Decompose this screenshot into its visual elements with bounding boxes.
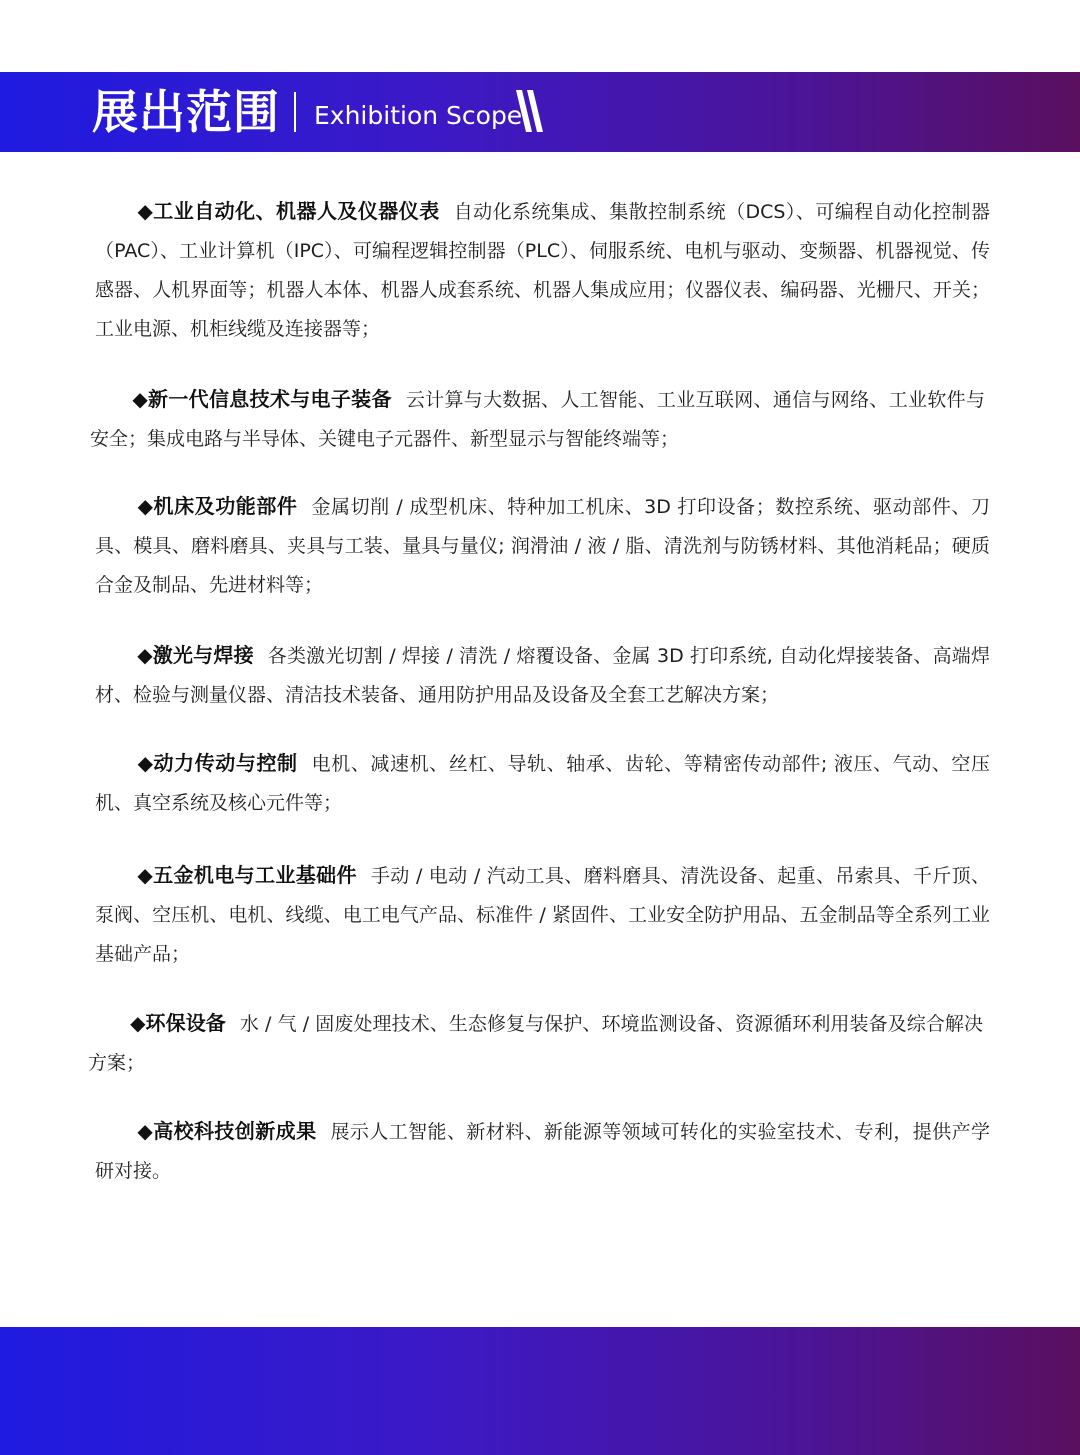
section-body: 云计算与大数据、人工智能、工业互联网、通信与网络、工业软件与安全；集成电路与半导体、关键电子元器件、新型显示与智能终端等； bbox=[90, 389, 985, 450]
section-body: 展示人工智能、新材料、新能源等领域可转化的实验室技术、专利，提供产学研对接。 bbox=[95, 1121, 990, 1182]
section-body: 各类激光切割 / 焊接 / 清洗 / 熔覆设备、金属 3D 打印系统, 自动化焊接装备、高端焊材、检验与测量仪器、清洁技术装备、通用防护用品及设备及全套工艺解决方案； bbox=[95, 645, 990, 706]
section-heading: ◆激光与焊接 bbox=[137, 643, 254, 667]
section-university-innovation bbox=[95, 1112, 990, 1191]
section-body: 手动 / 电动 / 汽动工具、磨料磨具、清洗设备、起重、吊索具、千斤顶、泵阀、空压机、电机、线缆、电工电气产品、标准件 / 紧固件、工业安全防护用品、五金制品等全系列工业基础产品； bbox=[95, 865, 990, 965]
footer-band bbox=[0, 1327, 1080, 1455]
section-heading: ◆高校科技创新成果 bbox=[137, 1119, 317, 1143]
section-laser-welding bbox=[95, 636, 990, 715]
section-power-transmission bbox=[95, 744, 990, 823]
section-body: 电机、减速机、丝杠、导轨、轴承、齿轮、等精密传动部件; 液压、气动、空压机、真空系统及核心元件等； bbox=[95, 753, 990, 814]
section-industrial-automation bbox=[95, 192, 990, 349]
section-body: 自动化系统集成、集散控制系统（DCS）、可编程自动化控制器（PAC）、工业计算机（IPC）、可编程逻辑控制器（PLC）、伺服系统、电机与驱动、变频器、机器视觉、传感器、人机界面等；机器人本体、机器人成套系统、机器人集成应用；仪器仪表、编码器、光栅尺、开关；工业电源、机柜线缆及连接器等； bbox=[95, 201, 990, 340]
double-slash-icon bbox=[514, 90, 544, 132]
section-heading: ◆环保设备 bbox=[130, 1011, 226, 1035]
section-hardware-electromechanical bbox=[95, 856, 990, 974]
page-title: 展出范围 bbox=[92, 85, 280, 139]
section-heading: ◆五金机电与工业基础件 bbox=[137, 863, 357, 887]
header-band bbox=[0, 72, 1080, 152]
section-heading: ◆动力传动与控制 bbox=[137, 751, 298, 775]
section-information-technology bbox=[90, 380, 985, 459]
page-subtitle: Exhibition Scope bbox=[314, 101, 523, 130]
section-heading: ◆工业自动化、机器人及仪器仪表 bbox=[137, 199, 440, 223]
section-body: 水 / 气 / 固废处理技术、生态修复与保护、环境监测设备、资源循环利用装备及综合解决方案； bbox=[88, 1013, 983, 1074]
section-heading: ◆新一代信息技术与电子装备 bbox=[132, 387, 392, 411]
section-machine-tools bbox=[95, 487, 990, 605]
title-divider bbox=[294, 92, 296, 132]
section-heading: ◆机床及功能部件 bbox=[137, 494, 298, 518]
section-environmental-equipment bbox=[88, 1004, 983, 1083]
section-body: 金属切削 / 成型机床、特种加工机床、3D 打印设备；数控系统、驱动部件、刀具、模具、磨料磨具、夹具与工装、量具与量仪; 润滑油 / 液 / 脂、清洗剂与防锈材料、其他消耗品；硬质合金及制品、先进材料等； bbox=[95, 496, 990, 596]
